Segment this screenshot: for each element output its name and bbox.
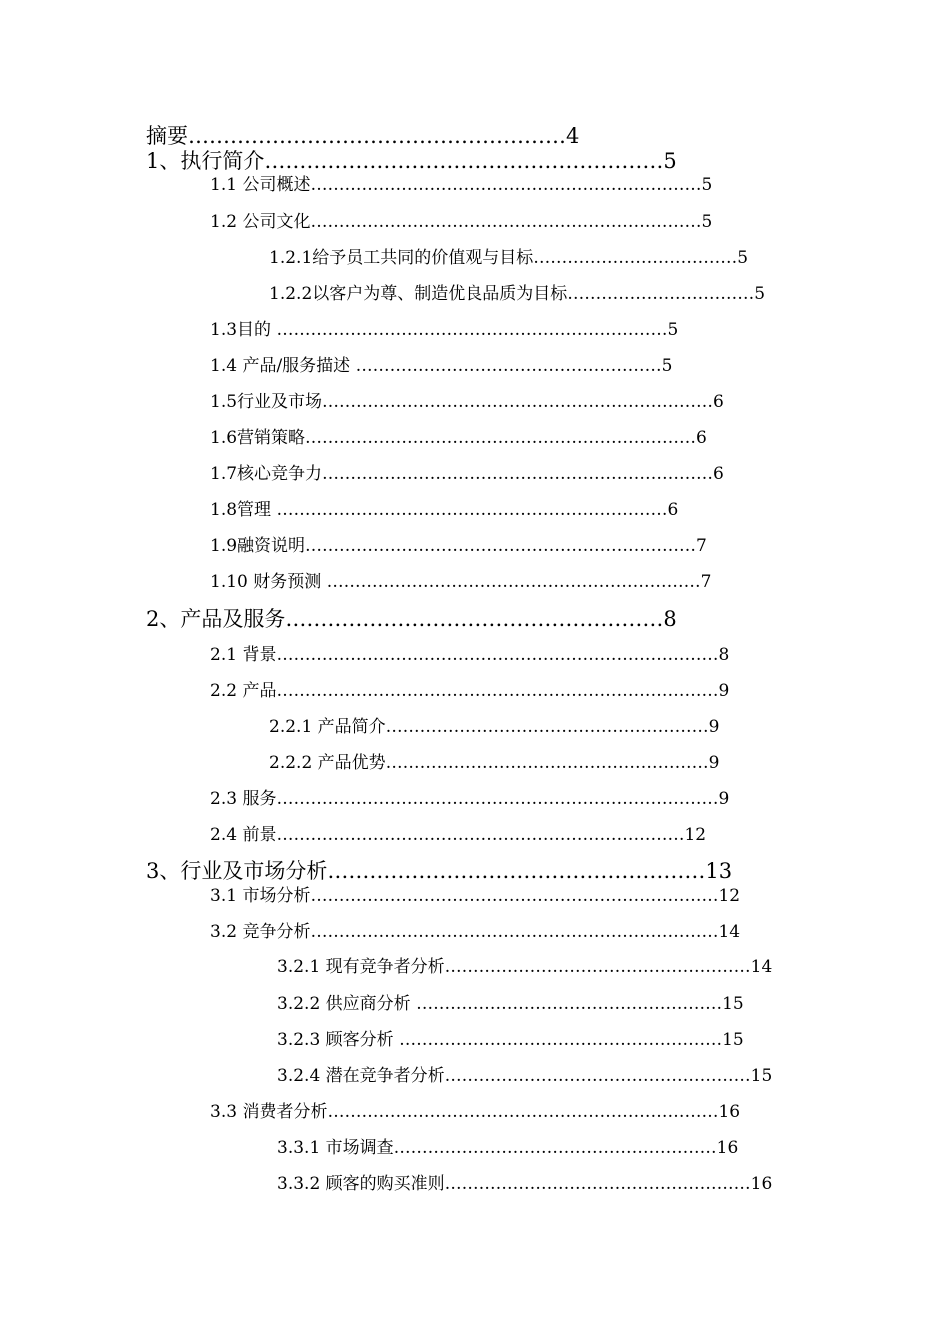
toc-entry-title: 3、行业及市场分析 <box>146 859 328 883</box>
toc-page-number: 5 <box>661 356 673 376</box>
toc-page-number: 14 <box>750 957 773 977</box>
toc-entry-3-1 <box>210 888 740 905</box>
toc-entry-title: 1、执行简介 <box>146 149 265 173</box>
toc-leader-dots: …………………………………………………………… <box>322 392 714 412</box>
toc-entry-2-2-1 <box>269 719 720 736</box>
toc-entry-title: 1.2 公司文化 <box>210 212 311 232</box>
toc-entry-title: 2、产品及服务 <box>146 607 286 631</box>
toc-entry-title: 3.3.2 顾客的购买准则 <box>277 1174 445 1194</box>
toc-entry-title: 1.6营销策略 <box>210 428 306 448</box>
toc-entry-1-1 <box>210 177 712 194</box>
toc-page-number: 6 <box>696 428 707 448</box>
toc-page-number: 9 <box>718 789 730 809</box>
toc-page-number: 5 <box>663 149 677 173</box>
toc-entry-title: 1.2.1给予员工共同的价值观与目标 <box>269 248 534 268</box>
toc-entry-title: 2.2.1 产品简介 <box>269 717 386 737</box>
toc-leader-dots: …………………………………………………………… <box>327 1102 719 1122</box>
toc-page-number: 5 <box>701 175 713 195</box>
toc-entry-2-3 <box>210 791 729 808</box>
toc-entry-title: 3.3 消费者分析 <box>210 1102 328 1122</box>
toc-entry-1 <box>146 151 677 172</box>
toc-entry-title: 2.1 背景 <box>210 645 277 665</box>
toc-entry-1-6 <box>210 430 707 447</box>
toc-entry-3-2-1 <box>277 959 772 976</box>
toc-entry-title: 1.8管理 <box>210 500 277 520</box>
toc-entry-2-4 <box>210 827 706 844</box>
toc-leader-dots: ……………………………………………… <box>416 994 723 1014</box>
toc-leader-dots: ……………………………………………… <box>327 859 706 883</box>
toc-entry-title: 3.2.4 潜在竞争者分析 <box>277 1066 445 1086</box>
toc-entry-1-2 <box>210 214 712 231</box>
toc-page-number: 6 <box>667 500 679 520</box>
toc-page-number: 5 <box>754 284 766 304</box>
toc-entry-title: 2.2 产品 <box>210 681 277 701</box>
toc-page-number: 15 <box>722 994 744 1014</box>
toc-page-number: 15 <box>750 1066 773 1086</box>
toc-page-number: 6 <box>713 392 724 412</box>
toc-entry-title: 1.10 财务预测 <box>210 572 327 592</box>
toc-page-number: 9 <box>718 681 730 701</box>
toc-entry-1-2-1 <box>269 250 748 267</box>
toc-page-number: 16 <box>750 1174 773 1194</box>
toc-page-number: 9 <box>708 717 720 737</box>
toc-page-number: 7 <box>700 572 712 592</box>
toc-entry-3-3-1 <box>277 1140 738 1157</box>
toc-page-number: 8 <box>718 645 730 665</box>
toc-entry-1-7 <box>210 466 724 483</box>
toc-page-number: 16 <box>716 1138 739 1158</box>
toc-page-number: 7 <box>696 536 707 556</box>
toc-entry-1-4 <box>210 358 672 375</box>
toc-entry-title: 3.3.1 市场调查 <box>277 1138 394 1158</box>
toc-entry-2-2 <box>210 683 729 700</box>
toc-page-number: 15 <box>722 1030 744 1050</box>
toc-page-number: 4 <box>566 124 580 148</box>
toc-leader-dots: ……………………………………………… <box>444 957 751 977</box>
toc-leader-dots: …………………………………………………………… <box>310 175 702 195</box>
toc-leader-dots: ……………………………………………… <box>188 124 566 148</box>
toc-entry-2-1 <box>210 647 729 664</box>
toc-leader-dots: …………………………………………………………… <box>305 428 697 448</box>
toc-entry-title: 1.4 产品/服务描述 <box>210 356 356 376</box>
toc-entry-1-2-2 <box>269 286 765 303</box>
toc-entry-title: 摘要 <box>146 124 188 148</box>
toc-entry-title: 1.1 公司概述 <box>210 175 311 195</box>
toc-leader-dots: ……………………………………………………………… <box>310 886 719 906</box>
toc-leader-dots: …………………………………………………………………… <box>276 681 719 701</box>
toc-entry-title: 3.2.1 现有竞争者分析 <box>277 957 445 977</box>
toc-entry-title: 1.2.2以客户为尊、制造优良品质为目标 <box>269 284 568 304</box>
toc-entry-2 <box>146 609 677 630</box>
toc-leader-dots: …………………………………………………………………… <box>276 645 719 665</box>
toc-page-number: 13 <box>705 859 733 883</box>
toc-entry-title: 2.3 服务 <box>210 789 277 809</box>
toc-leader-dots: ……………………………………………………………… <box>276 825 685 845</box>
toc-page-number: 5 <box>737 248 749 268</box>
toc-page-number: 16 <box>718 1102 741 1122</box>
toc-leader-dots: ………………………………………………… <box>399 1030 723 1050</box>
toc-entry-3-3 <box>210 1104 740 1121</box>
toc-entry-1-9 <box>210 538 707 555</box>
toc-entry-3-2-2 <box>277 996 744 1013</box>
toc-leader-dots: …………………………………………………………… <box>276 320 668 340</box>
toc-leader-dots: ……………………………………………… <box>355 356 662 376</box>
toc-leader-dots: …………………………………………………………… <box>310 212 702 232</box>
toc-entry-title: 3.2.3 顾客分析 <box>277 1030 400 1050</box>
toc-entry-3-2-3 <box>277 1032 744 1049</box>
toc-page-number: 14 <box>718 922 741 942</box>
toc-leader-dots: ………………………………………………… <box>393 1138 717 1158</box>
toc-page-number: 12 <box>684 825 707 845</box>
toc-entry-1-10 <box>210 574 712 591</box>
toc-entry-1-5 <box>210 394 724 411</box>
toc-leader-dots: …………………………………………………………………… <box>276 789 719 809</box>
toc-entry-title: 3.1 市场分析 <box>210 886 311 906</box>
toc-leader-dots: …………………………………………………………… <box>305 536 697 556</box>
toc-page-number: 5 <box>667 320 679 340</box>
toc-entry-3-3-2 <box>277 1176 772 1193</box>
toc-entry-title: 3.2 竞争分析 <box>210 922 311 942</box>
toc-page-number: 6 <box>713 464 724 484</box>
toc-leader-dots: ……………………………………………… <box>444 1174 751 1194</box>
toc-leader-dots: …………………………… <box>567 284 755 304</box>
toc-leader-dots: ………………………………………………………… <box>326 572 701 592</box>
toc-leader-dots: …………………………………………………………… <box>322 464 714 484</box>
toc-leader-dots: ……………………………………………… <box>444 1066 751 1086</box>
toc-entry-abstract <box>146 126 579 147</box>
toc-leader-dots: ………………………………………………… <box>264 149 664 173</box>
toc-entry-title: 1.7核心竞争力 <box>210 464 323 484</box>
toc-entry-title: 2.2.2 产品优势 <box>269 753 386 773</box>
toc-entry-3 <box>146 861 732 882</box>
toc-entry-3-2 <box>210 924 740 941</box>
toc-entry-3-2-4 <box>277 1068 772 1085</box>
toc-leader-dots: ………………………………………………… <box>385 753 709 773</box>
toc-page-number: 12 <box>718 886 741 906</box>
toc-page-number: 8 <box>663 607 677 631</box>
toc-leader-dots: ………………………………………………… <box>385 717 709 737</box>
toc-entry-1-3 <box>210 322 678 339</box>
toc-entry-2-2-2 <box>269 755 720 772</box>
toc-entry-1-8 <box>210 502 678 519</box>
toc-leader-dots: ……………………………………………… <box>285 607 664 631</box>
toc-leader-dots: ……………………………………………………………… <box>310 922 719 942</box>
toc-entry-title: 3.2.2 供应商分析 <box>277 994 417 1014</box>
toc-page-number: 9 <box>708 753 720 773</box>
toc-page-number: 5 <box>701 212 713 232</box>
toc-entry-title: 1.3目的 <box>210 320 277 340</box>
toc-entry-title: 1.5行业及市场 <box>210 392 323 412</box>
toc-entry-title: 2.4 前景 <box>210 825 277 845</box>
toc-leader-dots: …………………………………………………………… <box>276 500 668 520</box>
toc-leader-dots: ……………………………… <box>533 248 738 268</box>
toc-entry-title: 1.9融资说明 <box>210 536 306 556</box>
